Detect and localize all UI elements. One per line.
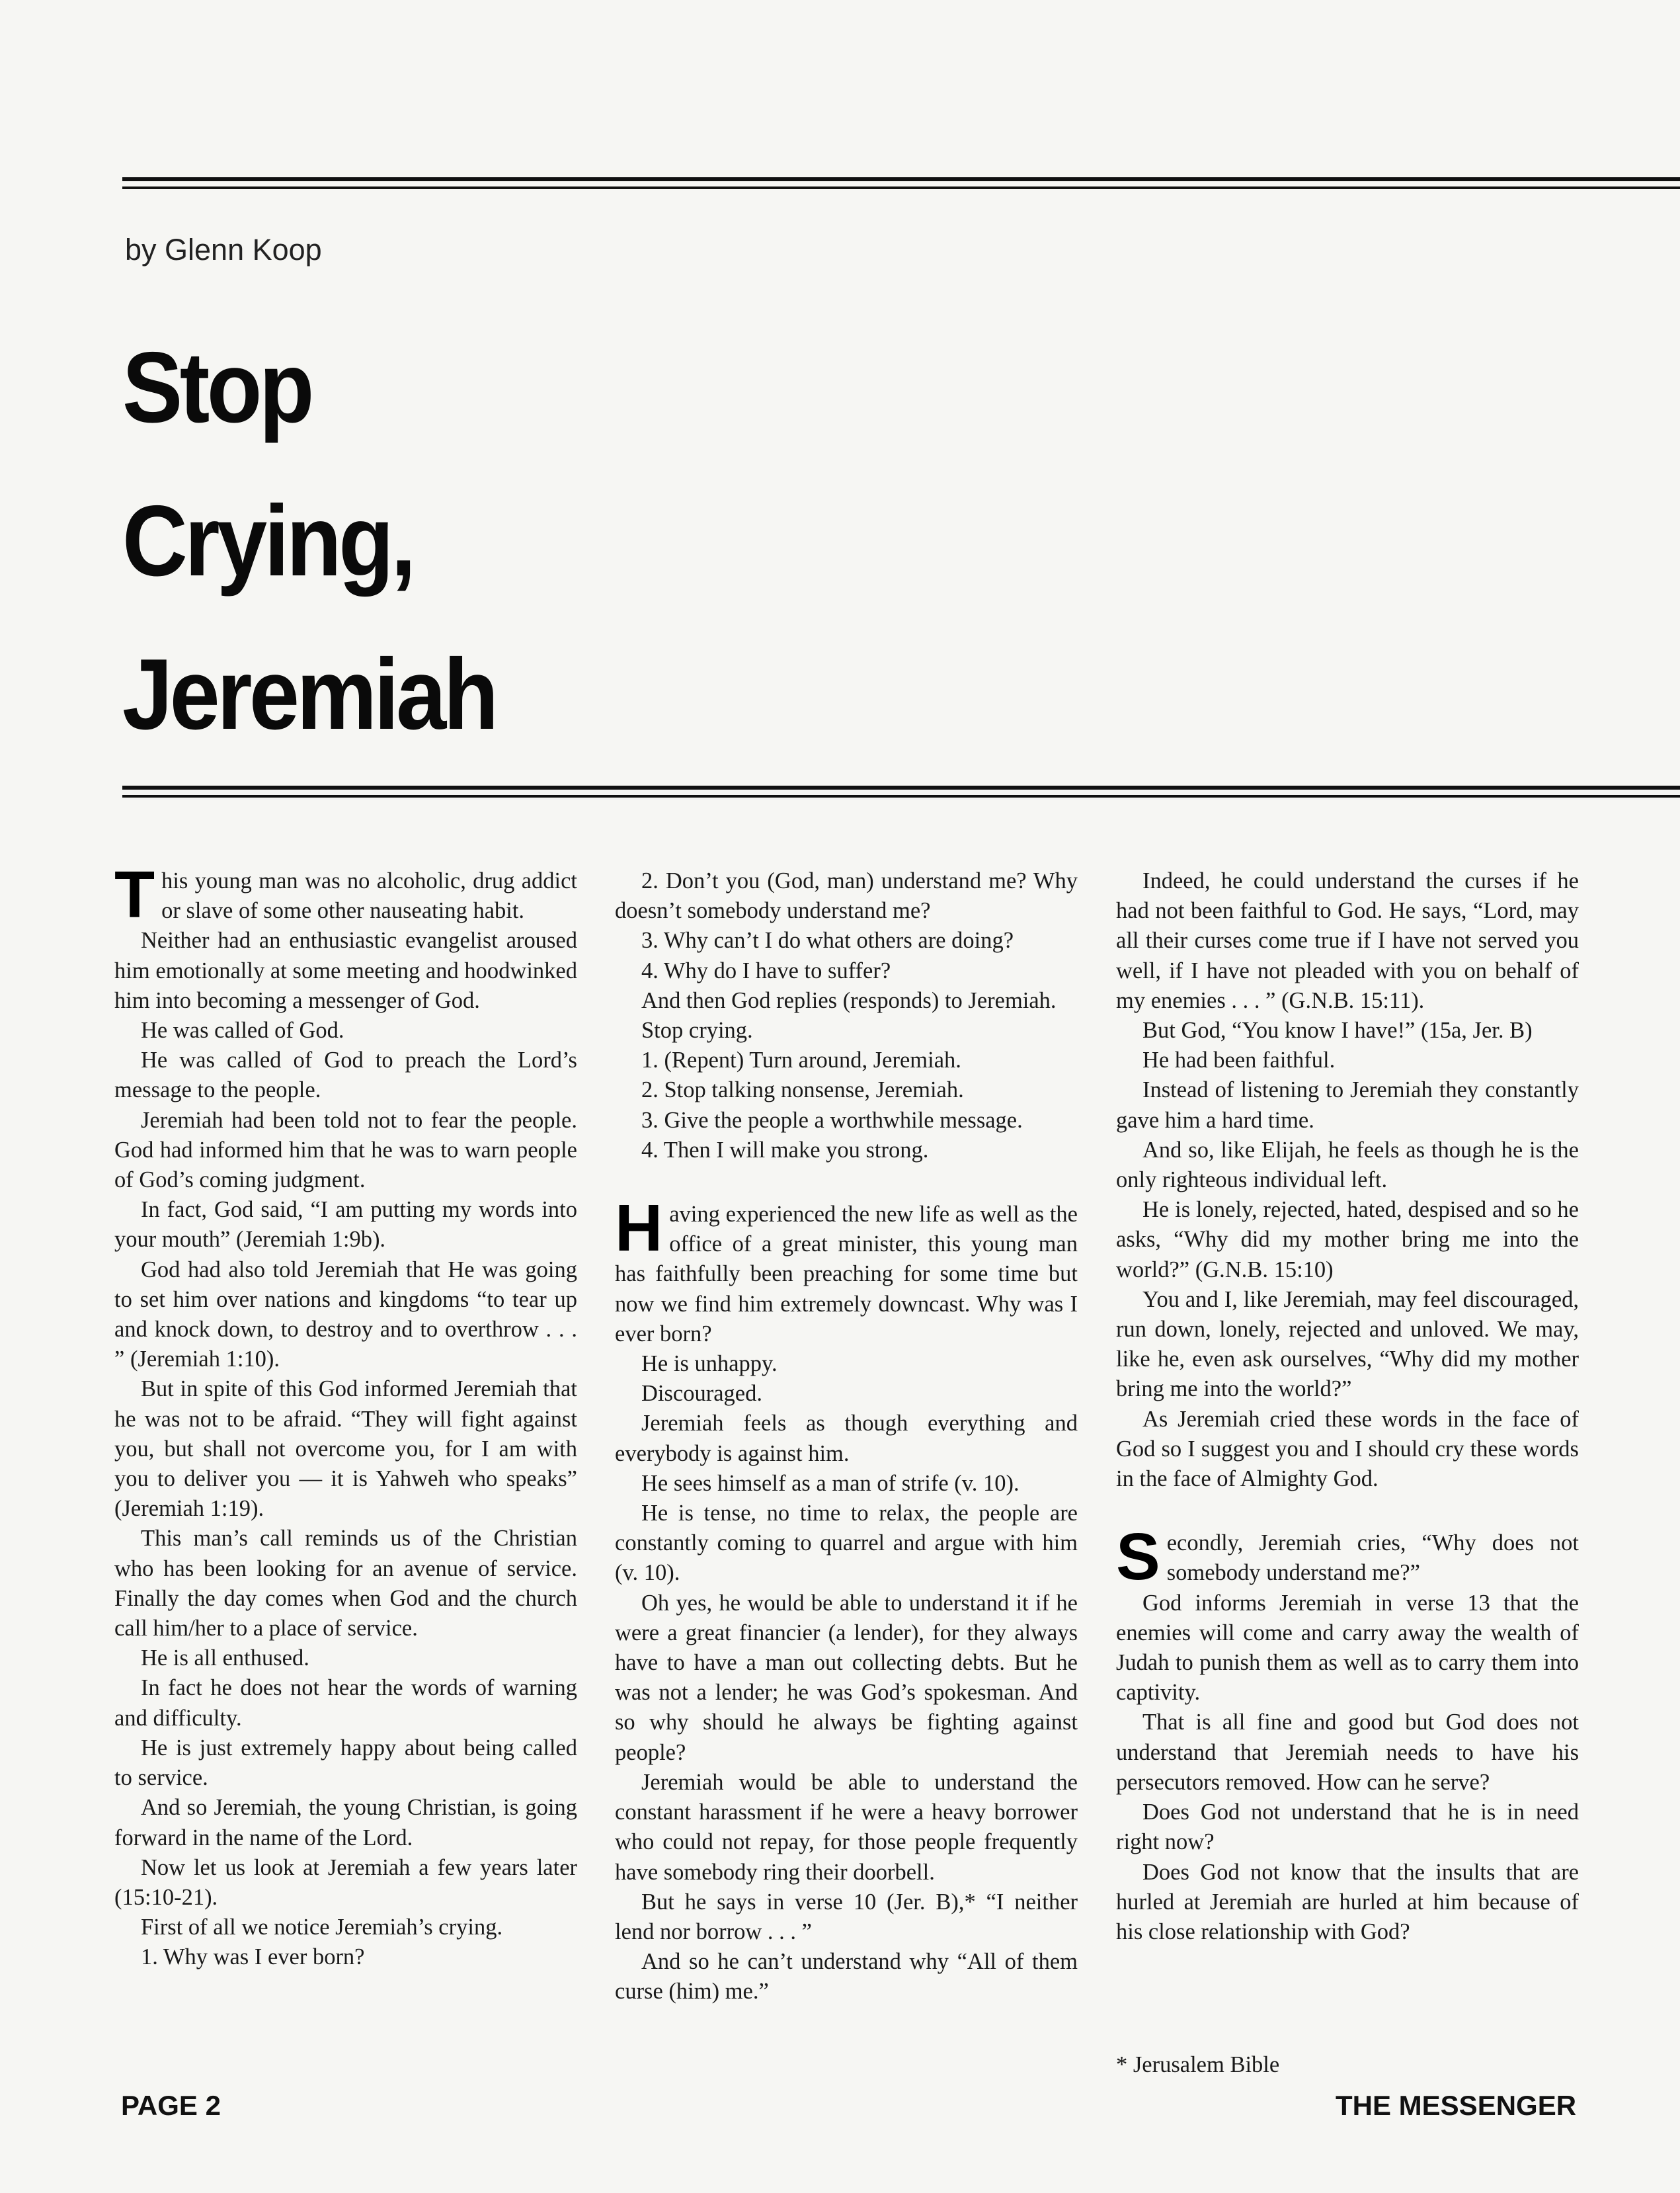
paragraph [1116, 1858, 1579, 1948]
paragraph-text: econdly, Jeremiah cries, “Why does not somebody understand me?” [1166, 1530, 1579, 1586]
paragraph [615, 1349, 1078, 1379]
drop-cap: H [615, 1191, 663, 1266]
paragraph-text: And so he can’t understand why “All of them curse (him) me.” [615, 1949, 1078, 2005]
paragraph [1116, 1708, 1579, 1798]
paragraph [615, 1016, 1078, 1046]
paragraph-text: And so, like Elijah, he feels as though he is the only righteous individual left. [1116, 1137, 1579, 1193]
text-column-3 [1116, 866, 1579, 1947]
paragraph-text: He is all enthused. [141, 1645, 309, 1671]
paragraph [615, 1191, 1078, 1349]
paragraph-text: Indeed, he could understand the curses if he had not been faithful to God. He says, “Lord, may all their curses come true if I have not served you well, if I have not pleaded with you on behalf of my enemies . . . ” (G.N.B. 15:11). [1116, 868, 1579, 1013]
paragraph-text: He is just extremely happy about being called to service. [114, 1735, 577, 1791]
paragraph-text: But he says in verse 10 (Jer. B),* “I neither lend nor borrow . . . ” [615, 1889, 1078, 1944]
paragraph-text: He is lonely, rejected, hated, despised and so he asks, “Why did my mother bring me into the world?” (G.N.B. 15:10) [1116, 1197, 1579, 1282]
paragraph [114, 1524, 577, 1643]
paragraph [615, 986, 1078, 1016]
paragraph-text: He had been faithful. [1142, 1048, 1336, 1073]
byline: by Glenn Koop [125, 233, 322, 267]
paragraph-text: his young man was no alcoholic, drug addict or slave of some other nauseating habit. [161, 868, 577, 924]
paragraph [114, 1733, 577, 1793]
article-title [122, 311, 496, 771]
paragraph [1116, 1798, 1579, 1857]
paragraph-text: Jeremiah had been told not to fear the people. God had informed him that he was to warn people of God’s coming judgment. [114, 1107, 577, 1193]
paragraph [114, 1643, 577, 1673]
paragraph-text: He sees himself as a man of strife (v. 10). [641, 1470, 1020, 1496]
paragraph [615, 1947, 1078, 2007]
paragraph [1116, 1285, 1579, 1405]
paragraph-text: Jeremiah would be able to understand the constant harassment if he were a heavy borrower who could not repay, for those people frequently have somebody ring their doorbell. [615, 1769, 1078, 1885]
page-number: PAGE 2 [121, 2090, 221, 2121]
paragraph [1116, 1075, 1579, 1135]
paragraph [114, 858, 577, 932]
paragraph [615, 1768, 1078, 1887]
paragraph-text: You and I, like Jeremiah, may feel discouraged, run down, lonely, rejected and unloved. We may, like he, even ask ourselves, “Why did my mother bring me into the world?” [1116, 1286, 1579, 1402]
text-column-1 [114, 858, 577, 1973]
paragraph [615, 1589, 1078, 1768]
paragraph [114, 926, 577, 1016]
paragraph [615, 926, 1078, 956]
top-double-rule [122, 177, 1680, 189]
paragraph-text: 4. Then I will make you strong. [641, 1137, 929, 1163]
paragraph [1116, 1520, 1579, 1594]
paragraph [114, 1942, 577, 1972]
paragraph [114, 1853, 577, 1913]
paragraph-text: Oh yes, he would be able to understand it if he were a great financier (a lender), for they always have to have a man out collecting debts. But he was not a lender; he was God’s spokesman. And so why should he always be fighting against people? [615, 1590, 1078, 1765]
paragraph [114, 1106, 577, 1196]
paragraph [615, 956, 1078, 986]
paragraph-text: 4. Why do I have to suffer? [641, 958, 891, 983]
paragraph-text: 3. Give the people a worthwhile message. [641, 1107, 1023, 1133]
paragraph-text: In fact, God said, “I am putting my words into your mouth” (Jeremiah 1:9b). [114, 1197, 577, 1253]
paragraph-text: Does God not understand that he is in need right now? [1116, 1800, 1579, 1855]
paragraph-text: He is unhappy. [641, 1351, 778, 1377]
paragraph-text: And then God replies (responds) to Jeremiah. [641, 987, 1057, 1013]
paragraph [615, 866, 1078, 926]
paragraph [1116, 1016, 1579, 1046]
paragraph-text: Now let us look at Jeremiah a few years later (15:10-21). [114, 1854, 577, 1910]
paragraph-text: He is tense, no time to relax, the people are constantly coming to quarrel and argue with him (v. 10). [615, 1501, 1078, 1586]
paragraph-text: This man’s call reminds us of the Christian who has been looking for an avenue of service. Finally the day comes when God and the church call him/her to a place of service. [114, 1526, 577, 1641]
paragraph-text: As Jeremiah cried these words in the face of God so I suggest you and I should cry these words in the face of Almighty God. [1116, 1406, 1579, 1492]
paragraph-text: Neither had an enthusiastic evangelist aroused him emotionally at some meeting and hoodwinked him into becoming a messenger of God. [114, 928, 577, 1013]
paragraph-text: But in spite of this God informed Jeremiah that he was not to be afraid. “They will fight against you, but shall not overcome you, for I am with you to deliver you — it is Yahweh who speaks” (Jeremiah 1:19). [114, 1376, 577, 1522]
title-line-1: Stop [122, 331, 311, 444]
paragraph [114, 1374, 577, 1524]
paragraph-text: He was called of God to preach the Lord’s message to the people. [114, 1048, 577, 1103]
drop-cap: T [114, 858, 155, 932]
paragraph [114, 1913, 577, 1942]
paragraph-text: Instead of listening to Jeremiah they constantly gave him a hard time. [1116, 1077, 1579, 1133]
footnote: * Jerusalem Bible [1116, 2052, 1280, 2077]
paragraph-text: But God, “You know I have!” (15a, Jer. B) [1142, 1018, 1533, 1044]
paragraph [1116, 1136, 1579, 1195]
paragraph [615, 1075, 1078, 1105]
paragraph-text: 2. Don’t you (God, man) understand me? Why doesn’t somebody understand me? [615, 868, 1078, 924]
paragraph-text: That is all fine and good but God does not understand that Jeremiah needs to have his persecutors removed. How can he serve? [1116, 1710, 1579, 1795]
publication-name: THE MESSENGER [1336, 2090, 1577, 2121]
drop-cap: S [1116, 1520, 1160, 1594]
paragraph [114, 1046, 577, 1105]
paragraph-text: He was called of God. [141, 1018, 344, 1044]
paragraph-text: First of all we notice Jeremiah’s crying. [141, 1915, 503, 1940]
paragraph [615, 1409, 1078, 1468]
paragraph [615, 1136, 1078, 1165]
paragraph [615, 1106, 1078, 1136]
paragraph [615, 1379, 1078, 1409]
paragraph [615, 1469, 1078, 1499]
paragraph [1116, 1046, 1579, 1075]
paragraph [1116, 866, 1579, 1016]
paragraph-text: In fact he does not hear the words of warning and difficulty. [114, 1675, 577, 1731]
paragraph [114, 1016, 577, 1046]
paragraph-text: Does God not know that the insults that are hurled at Jeremiah are hurled at him because of his close relationship with God? [1116, 1859, 1579, 1944]
title-line-2: Crying, [122, 485, 413, 597]
paragraph-text: Discouraged. [641, 1381, 762, 1407]
paragraph [615, 1499, 1078, 1589]
paragraph [1116, 1405, 1579, 1495]
text-column-2 [615, 866, 1078, 2007]
paragraph-text: And so Jeremiah, the young Christian, is going forward in the name of the Lord. [114, 1795, 577, 1850]
paragraph-text: Jeremiah feels as though everything and everybody is against him. [615, 1411, 1078, 1466]
paragraph-text: 2. Stop talking nonsense, Jeremiah. [641, 1077, 964, 1103]
bottom-double-rule [122, 786, 1680, 798]
paragraph-text: 1. (Repent) Turn around, Jeremiah. [641, 1048, 961, 1073]
paragraph-text: 1. Why was I ever born? [141, 1944, 365, 1970]
paragraph-text: Stop crying. [641, 1018, 753, 1044]
title-line-3: Jeremiah [122, 638, 496, 751]
paragraph [1116, 1589, 1579, 1708]
paragraph [615, 1887, 1078, 1947]
paragraph [114, 1673, 577, 1733]
paragraph [615, 1046, 1078, 1075]
paragraph [114, 1793, 577, 1852]
paragraph-text: God had also told Jeremiah that He was going to set him over nations and kingdoms “to tear up and knock down, to destroy and to overthrow . . . ” (Jeremiah 1:10). [114, 1257, 577, 1372]
paragraph-text: God informs Jeremiah in verse 13 that the enemies will come and carry away the wealth of Judah to punish them as well as to carry them into captivity. [1116, 1590, 1579, 1706]
paragraph [1116, 1195, 1579, 1285]
paragraph [114, 1255, 577, 1375]
paragraph-text: aving experienced the new life as well as the office of a great minister, this young man has faithfully been preaching for some time but now we find him extremely downcast. Why was I ever born? [615, 1202, 1078, 1346]
paragraph-text: 3. Why can’t I do what others are doing? [641, 928, 1014, 954]
paragraph [114, 1195, 577, 1255]
